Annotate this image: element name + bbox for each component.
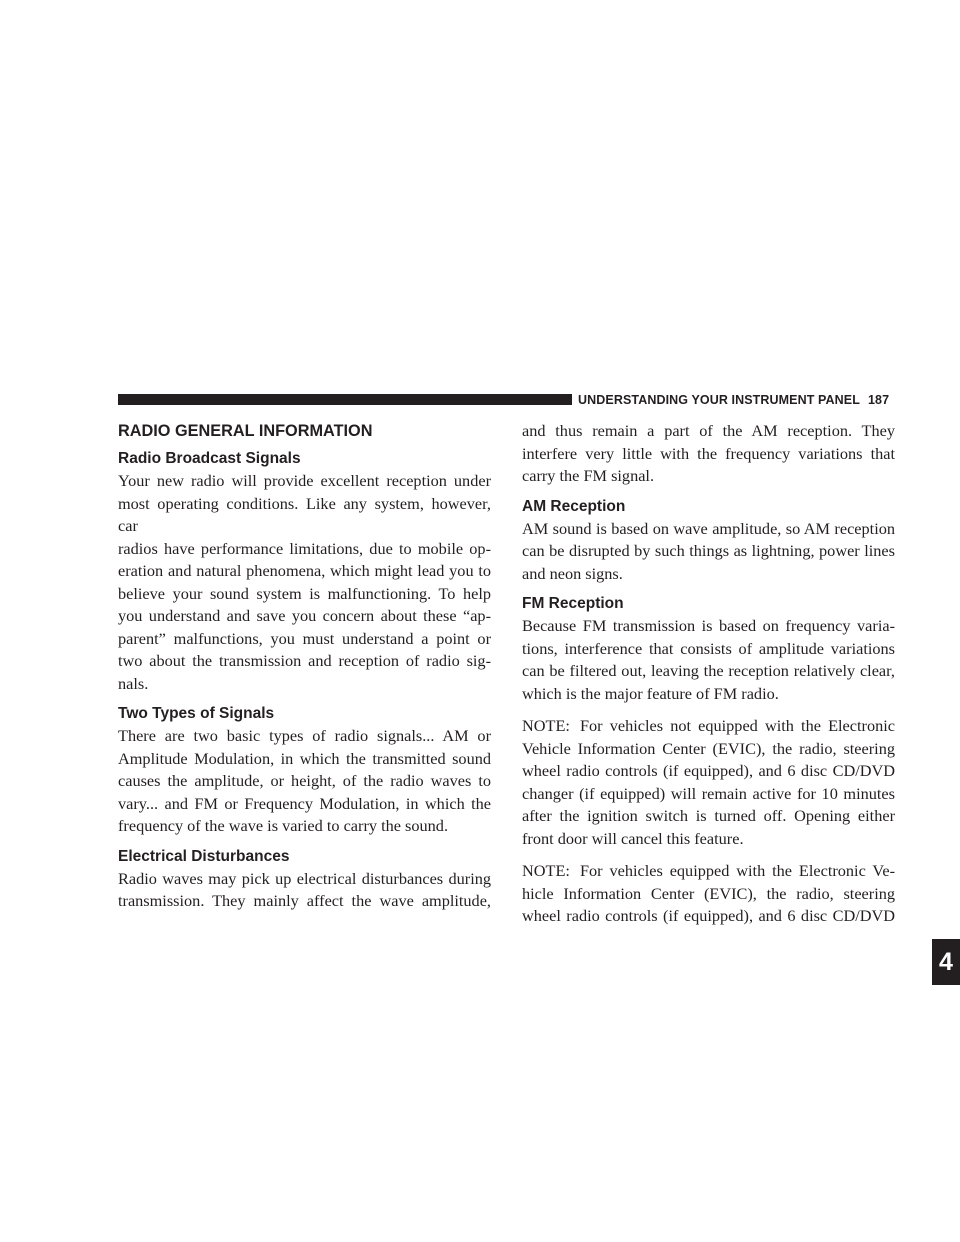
text-line: can be filtered out, leaving the reception relatively clear,: [522, 661, 895, 680]
text-line: Vehicle Information Center (EVIC), the radio, steering: [522, 738, 895, 758]
heading-two-types-of-signals: Two Types of Signals: [118, 705, 275, 722]
text-line: eration and natural phenomena, which might lead you to: [118, 561, 491, 580]
text-line: There are two basic types of radio signals... AM or: [118, 726, 491, 745]
note-evic-equipped: [522, 860, 895, 928]
text-line: which is the major feature of FM radio.: [522, 683, 779, 703]
note-label: NOTE:: [522, 716, 570, 735]
text-line: believe your sound system is malfunctioning. To help: [118, 583, 491, 603]
text-line: AM sound is based on wave amplitude, so AM reception: [522, 518, 895, 538]
text-line: transmission. They mainly affect the wave amplitude,: [118, 891, 491, 910]
text-line: vary... and FM or Frequency Modulation, in which the: [118, 793, 491, 813]
note-text: For vehicles equipped with the Electronic Ve-: [579, 861, 895, 880]
right-column: [522, 398, 895, 928]
text-line: most operating conditions. Like any system, however, car: [118, 493, 491, 535]
heading-am-reception: AM Reception: [522, 497, 626, 515]
text-line: after the ignition switch is turned off. Opening either: [522, 806, 895, 825]
heading-electrical-disturbances: Electrical Disturbances: [118, 847, 290, 865]
paragraph-electrical-disturbances: [118, 868, 491, 913]
text-line: front door will cancel this feature.: [522, 828, 744, 848]
text-line: parent” malfunctions, you must understand a point or: [118, 628, 491, 648]
text-line: can be disrupted by such things as lightning, power lines: [522, 541, 895, 560]
header-rule: [118, 394, 572, 405]
text-line: frequency of the wave is varied to carry the sound.: [118, 816, 449, 835]
text-line: you understand and save you concern about these “ap-: [118, 606, 491, 625]
paragraph-am-reception: [522, 518, 895, 586]
heading-fm-reception: FM Reception: [522, 595, 624, 612]
text-line: radios have performance limitations, due to mobile op-: [118, 538, 491, 558]
text-line: tions, interference that consists of amplitude variations: [522, 638, 895, 658]
note-label: NOTE:: [522, 861, 570, 880]
left-column: [118, 420, 491, 913]
text-line: and neon signs.: [522, 563, 623, 583]
text-line: nals.: [118, 673, 149, 693]
text-line: wheel radio controls (if equipped), and 6 disc CD/DVD: [522, 761, 895, 780]
page-number: 187: [867, 393, 890, 407]
chapter-number: 4: [939, 948, 953, 976]
chapter-tab: [932, 939, 960, 985]
text-line: Amplitude Modulation, in which the transmitted sound: [118, 748, 491, 768]
paragraph-two-types: [118, 725, 491, 838]
note-evic-not-equipped: [522, 715, 895, 850]
heading-radio-broadcast-signals: Radio Broadcast Signals: [118, 450, 301, 467]
text-line: two about the transmission and reception of radio sig-: [118, 651, 491, 670]
text-line: [522, 715, 895, 738]
text-line: [522, 860, 895, 883]
note-text: For vehicles not equipped with the Electronic: [579, 716, 895, 735]
text-line: wheel radio controls (if equipped), and 6 disc CD/DVD: [522, 906, 895, 925]
text-line: changer (if equipped) will remain active for 10 minutes: [522, 783, 895, 803]
section-title: RADIO GENERAL INFORMATION: [118, 422, 373, 440]
text-line: Because FM transmission is based on frequency varia-: [522, 616, 895, 635]
text-line: causes the amplitude, or height, of the radio waves to: [118, 771, 491, 790]
paragraph-fm-reception: [522, 615, 895, 705]
paragraph-continued: [522, 420, 895, 488]
header-section-title: UNDERSTANDING YOUR INSTRUMENT PANEL: [578, 393, 860, 407]
text-line: Your new radio will provide excellent reception under: [118, 471, 491, 490]
text-line: and thus remain a part of the AM reception. They: [522, 421, 895, 440]
text-line: Radio waves may pick up electrical disturbances during: [118, 868, 491, 888]
text-line: interfere very little with the frequency variations that: [522, 443, 895, 463]
paragraph-broadcast-signals: [118, 470, 491, 695]
text-line: hicle Information Center (EVIC), the radio, steering: [522, 883, 895, 903]
text-line: carry the FM signal.: [522, 466, 655, 485]
